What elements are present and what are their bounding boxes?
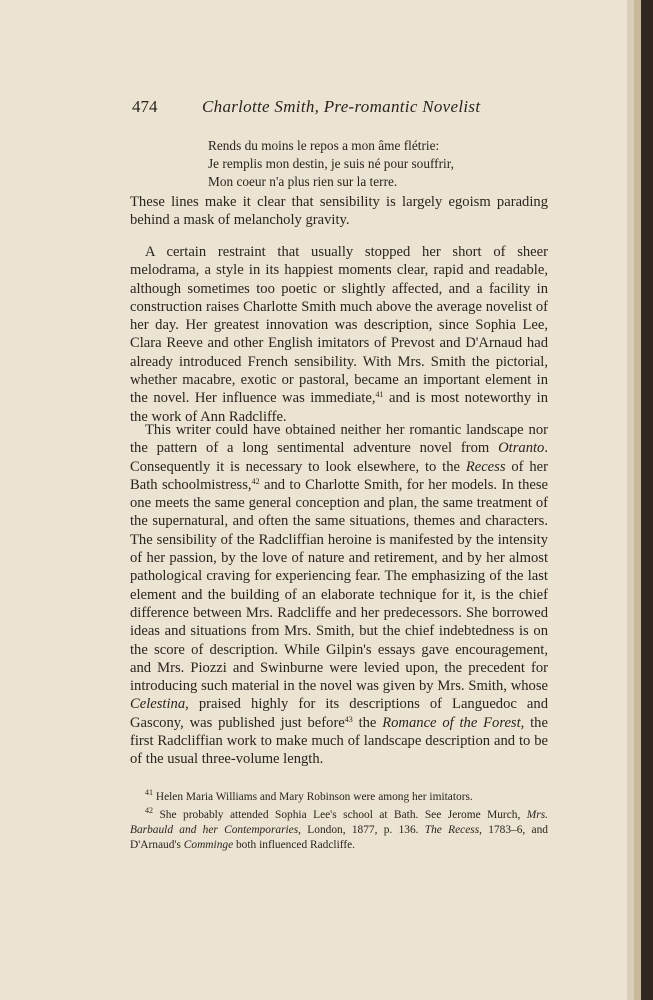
- paragraph: These lines make it clear that sensibility is largely egoism parading behind a mask of melancholy gravity.: [130, 194, 548, 229]
- running-title: Charlotte Smith, Pre-romantic Novelist: [202, 97, 481, 116]
- paragraph: A certain restraint that usually stopped her short of sheer melodrama, a style in its happiest moments clear, rapid and readable, although sometimes too poetic or slightly affected, and a facility in construction raises Charlotte Smith much above the average novelist of her day. Her greatest innovation was description, since Sophia Lee, Clara Reeve and other English imitators of Prevost and D'Arnaud had already introduced French sensibility. With Mrs. Smith the pictorial, whether macabre, exotic or pastoral, became an important element in the novel. Her influence was immediate,$^{41}$ and is most noteworthy in the work of Ann Radcliffe.: [130, 244, 548, 425]
- verse-line: Rends du moins le repos a mon âme flétrie:: [208, 138, 440, 153]
- verse-line: Je remplis mon destin, je suis né pour souffrir,: [208, 156, 454, 171]
- page-edge-shadow: [634, 0, 641, 1000]
- page-number: 474: [132, 97, 158, 116]
- footnote: $^{42}$ She probably attended Sophia Lee's school at Bath. See Jerome Murch, Mrs. Barbauld and her Contemporaries, London, 1877, p. 136. The Recess, 1783–6, and D'Arnaud's Comminge both influenced Radcliffe.: [130, 806, 548, 851]
- footnote-ref: 42: [251, 476, 260, 486]
- footnote-ref: 43: [344, 714, 353, 724]
- title-recess: Recess: [465, 458, 506, 475]
- title-celestina: Celestina: [130, 696, 186, 713]
- footnote-ref: 41: [375, 390, 384, 400]
- binding-edge: [641, 0, 653, 1000]
- verse-quotation: [208, 137, 454, 191]
- footnote-number: 41: [145, 788, 153, 797]
- page-edge: [627, 0, 634, 1000]
- title-otranto: Otranto: [498, 440, 545, 457]
- title-romance-of-the-forest: Romance of the Forest: [382, 714, 521, 731]
- footnote: $^{41}$ Helen Maria Williams and Mary Robinson were among her imitators.: [145, 788, 473, 803]
- verse-line: Mon coeur n'a plus rien sur la terre.: [208, 174, 398, 189]
- footnote-number: 42: [145, 806, 153, 815]
- paragraph: This writer could have obtained neither her romantic landscape nor the pattern of a long sentimental adventure novel from Otranto. Consequently it is necessary to look elsewhere, to the Recess of her Bath schoolmistress,$^{42}$ and to Charlotte Smith, for her models. In these one meets the same general conception and plan, the same treatment of the supernatural, and often the same situations, themes and characters. The sensibility of the Radcliffian heroine is manifested by the intensity of her passion, by the love of nature and retirement, and by her almost pathological craving for experiencing fear. The emphasizing of the last element and the building of an elaborate technique for it, is the chief difference between Mrs. Radcliffe and her predecessors. She borrowed ideas and situations from Mrs. Smith, but the chief indebtedness is on the score of description. While Gilpin's essays gave encouragement, and Mrs. Piozzi and Swinburne were levied upon, the precedent for introducing such material in the novel was given by Mrs. Smith, whose Celestina, praised highly for its descriptions of Languedoc and Gascony, was published just before$^{43}$ the Romance of the Forest, the first Radcliffian work to make much of landscape description and to be of the usual three-volume length.: [130, 422, 548, 768]
